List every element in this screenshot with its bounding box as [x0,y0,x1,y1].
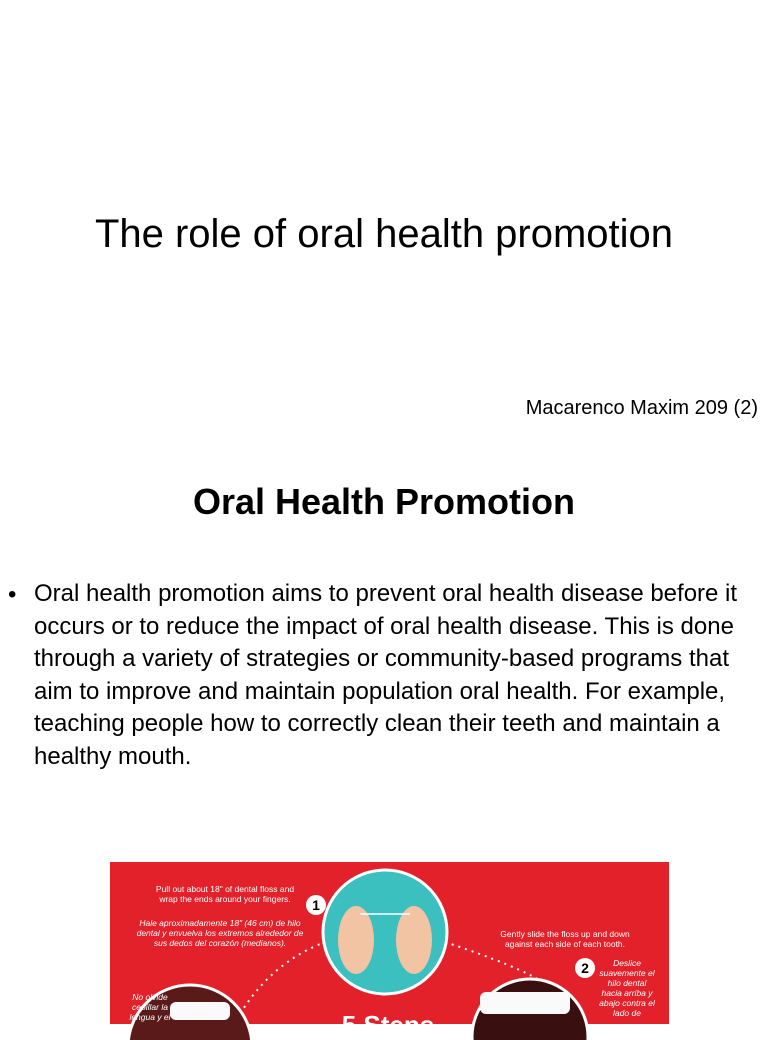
flossing-poster [110,862,669,1040]
slide-title: The role of oral health promotion [94,212,674,256]
tongue-note-spanish: No olvide cepillar la lengua y el [129,992,171,1022]
left-hand-icon [338,906,374,974]
step1-english: Pull out about 18" of dental floss and wrap the ends around your fingers. [155,884,295,904]
step-number-2: 2 [575,958,595,978]
teeth-icon-right [480,992,570,1014]
five-steps-label: 5 Steps [341,1010,435,1040]
slide-heading: Oral Health Promotion [192,481,576,522]
author-name: Macarenco Maxim 209 (2) [525,397,758,419]
teeth-icon-left [170,1002,230,1020]
right-hand-icon [396,906,432,974]
bullet-item [8,578,748,774]
bullet-text: Oral health promotion aims to prevent oral health disease before it occurs or to reduce the impact of oral health disease. This is done through a variety of strategies or community-based programs that aim to improve and maintain population oral health. For example, teaching people how to correctly clean their teeth and maintain a healthy mouth. [34,580,738,770]
bullet-icon: • [8,581,17,608]
step2-spanish: Deslice suavemente el hilo dental hacia arriba y abajo contra el lado de [599,958,655,1018]
step1-spanish: Hale aproximadamente 18" (46 cm) de hilo dental y envuelva los extremos alrededor de sus dedos del corazón (medianos). [136,918,304,948]
step2-english: Gently slide the floss up and down against each side of each tooth. [500,929,630,949]
step-number-1: 1 [306,895,326,915]
